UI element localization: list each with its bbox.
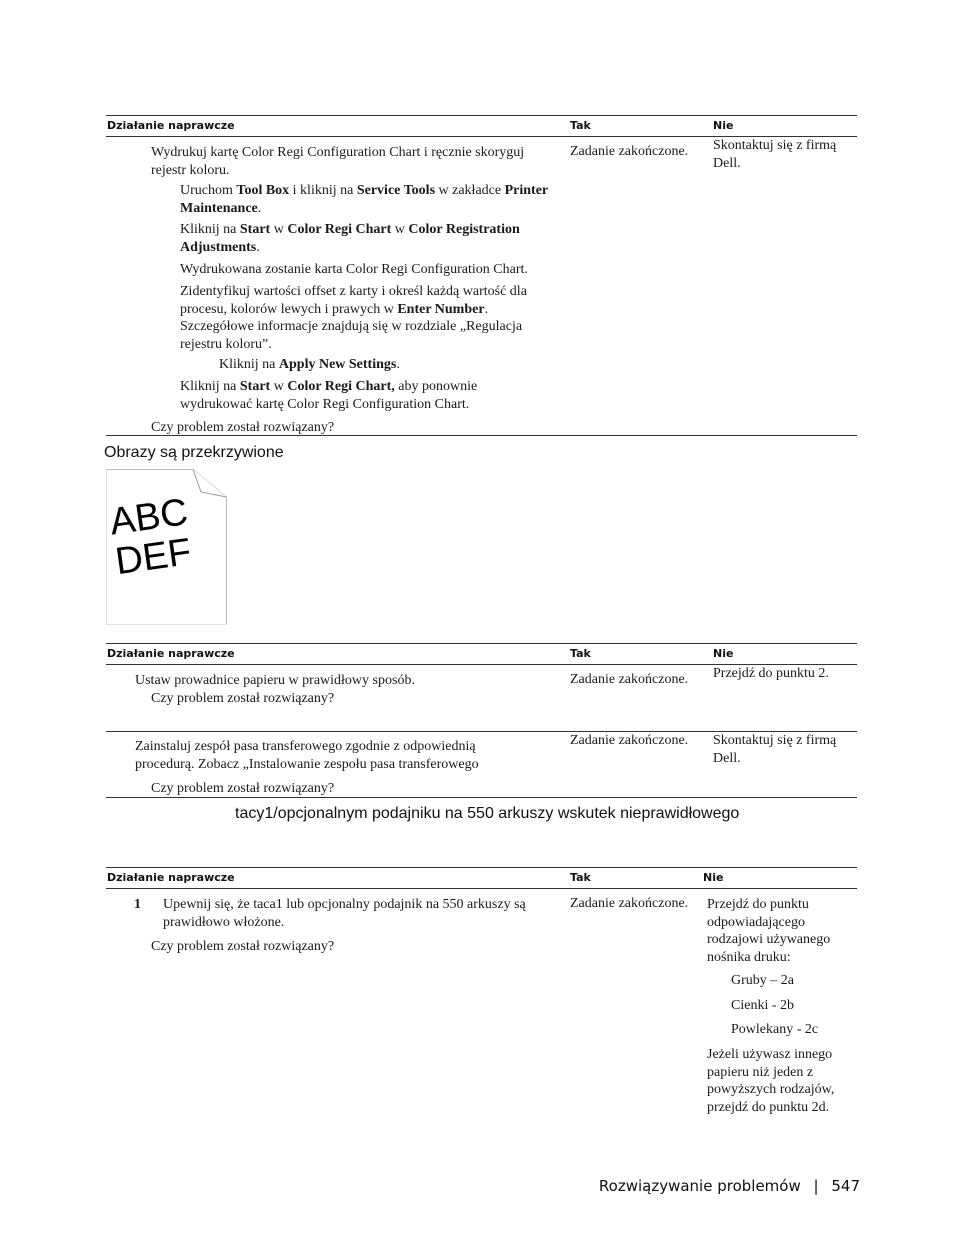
table1-header-yes: Tak [570,119,591,132]
table1-step2: Kliknij na Start w Color Regi Chart w Color Registration Adjustments. [180,222,520,255]
table1-intro: Wydrukuj kartę Color Regi Configuration Chart i ręcznie skoryguj rejestr koloru. [151,145,525,178]
table3-no-intro: Przejdź do punktu odpowiadającego rodzajowi używanego nośnika druku: [707,897,831,965]
table3-header-rule [106,888,857,889]
table3-header-action: Działanie naprawcze [107,871,235,884]
table3-yes: Zadanie zakończone. [570,896,689,911]
table3-no-option-thin: Cienki - 2b [731,998,794,1013]
table1-step5: Kliknij na Apply New Settings. [219,357,400,372]
page-footer [599,1177,860,1195]
table2-row1-question: Czy problem został rozwiązany? [151,691,335,706]
table3-header-no: Nie [703,871,724,884]
footer-separator: | [813,1177,819,1195]
table1-step3: Wydrukowana zostanie karta Color Regi Configuration Chart. [180,262,528,277]
section-heading-skewed: Obrazy są przekrzywione [104,444,284,461]
skewed-text-line1: ABC [107,491,191,544]
table3-question: Czy problem został rozwiązany? [151,939,335,954]
footer-page-number: 547 [831,1177,860,1195]
table2-bottom-rule [106,797,857,798]
table2-header-action: Działanie naprawcze [107,647,235,660]
table3-top-rule [106,867,857,868]
section-heading-tray: tacy1/opcjonalnym podajniku na 550 arkuszy wskutek nieprawidłowego [235,805,740,822]
footer-section-title: Rozwiązywanie problemów [598,1177,801,1195]
table3-no-option-thick: Gruby – 2a [731,973,794,988]
table1-no-cell: Skontaktuj się z firmą Dell. [713,138,837,171]
skewed-page-svg [105,468,229,626]
skewed-text-line2: DEF [112,531,194,584]
table1-top-rule [106,115,857,116]
table1-step1: Uruchom Tool Box i kliknij na Service Tools w zakładce Printer Maintenance. [180,183,548,216]
table2-row1-no: Przejdź do punktu 2. [713,666,829,681]
skewed-page-illustration [105,468,229,626]
table2-row2-action: Zainstaluj zespół pasa transferowego zgodnie z odpowiednią procedurą. Zobacz „Instalowanie zespołu pasa transferowego [135,739,479,772]
table2-row1-yes: Zadanie zakończone. [570,672,689,687]
table2-row2-no: Skontaktuj się z firmą Dell. [713,733,837,766]
table2-header-yes: Tak [570,647,591,660]
table2-row1-action: Ustaw prowadnice papieru w prawidłowy sposób. [135,673,415,688]
table1-step4: Zidentyfikuj wartości offset z karty i określ każdą wartość dla procesu, kolorów lewych i prawych w Enter Number. Szczegółowe informacje znajdują się w rozdziale „Regulacja rejestru koloru”. [180,284,527,352]
table3-header-yes: Tak [570,871,591,884]
table1-header-action: Działanie naprawcze [107,119,235,132]
table1-question: Czy problem został rozwiązany? [151,420,335,435]
table2-header-no: Nie [713,647,734,660]
table1-step6: Kliknij na Start w Color Regi Chart, aby ponownie wydrukować kartę Color Regi Configuration Chart. [180,379,478,412]
table1-bottom-rule [106,435,857,436]
table3-no-option-coated: Powlekany - 2c [731,1022,819,1037]
table2-row2-question: Czy problem został rozwiązany? [151,781,335,796]
table3-no-outro: Jeżeli używasz innego papieru niż jeden z powyższych rodzajów, przejdź do punktu 2d. [707,1047,835,1115]
table2-row2-yes: Zadanie zakończone. [570,733,689,748]
table1-yes-cell: Zadanie zakończone. [570,144,689,159]
table3-action: Upewnij się, że taca1 lub opcjonalny podajnik na 550 arkuszy są prawidłowo włożone. [163,897,526,930]
table1-header-no: Nie [713,119,734,132]
table2-top-rule [106,643,857,644]
table3-step-number: 1 [134,897,141,912]
